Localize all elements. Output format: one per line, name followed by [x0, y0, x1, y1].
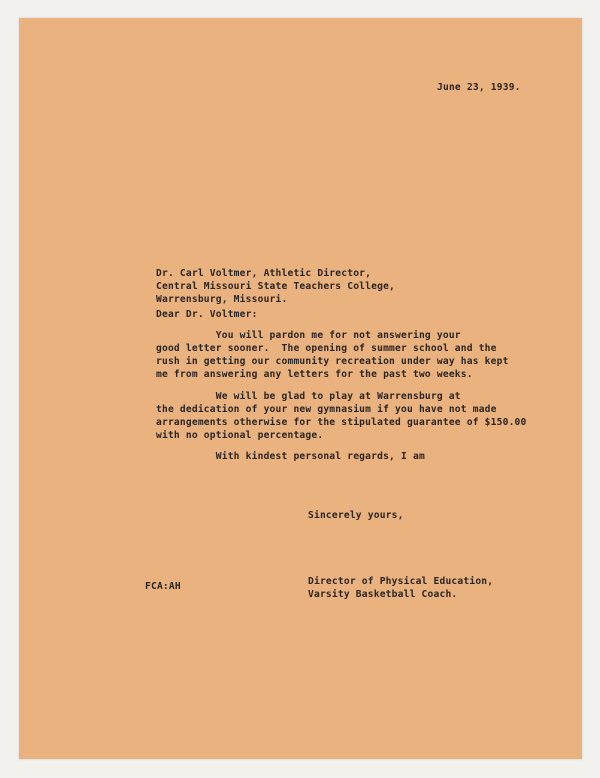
paragraph-2-line-3: arrangements otherwise for the stipulated guarantee of $150.00	[156, 417, 527, 428]
signature-title-1: Director of Physical Education,	[308, 576, 494, 587]
typist-initials: FCA:AH	[145, 581, 181, 592]
paragraph-2-line-2: the dedication of your new gymnasium if you have not made	[156, 404, 497, 415]
paragraph-1-line-1: You will pardon me for not answering your	[156, 330, 461, 341]
paragraph-2-line-4: with no optional percentage.	[156, 430, 324, 441]
paragraph-1-line-4: me from answering any letters for the past two weeks.	[156, 369, 473, 380]
paragraph-3: With kindest personal regards, I am	[156, 451, 425, 462]
address-line-1: Dr. Carl Voltmer, Athletic Director,	[156, 268, 372, 279]
address-line-3: Warrensburg, Missouri.	[156, 294, 288, 305]
address-line-2: Central Missouri State Teachers College,	[156, 281, 396, 292]
paragraph-2-line-1: We will be glad to play at Warrensburg at	[156, 391, 461, 402]
letter-page	[19, 18, 582, 759]
signature-title-2: Varsity Basketball Coach.	[308, 589, 458, 600]
salutation: Dear Dr. Voltmer:	[156, 309, 258, 320]
letter-date: June 23, 1939.	[437, 82, 521, 93]
complimentary-closing: Sincerely yours,	[308, 510, 404, 521]
paragraph-1-line-2: good letter sooner. The opening of summer school and the	[156, 343, 497, 354]
paragraph-1-line-3: rush in getting our community recreation under way has kept	[156, 356, 509, 367]
